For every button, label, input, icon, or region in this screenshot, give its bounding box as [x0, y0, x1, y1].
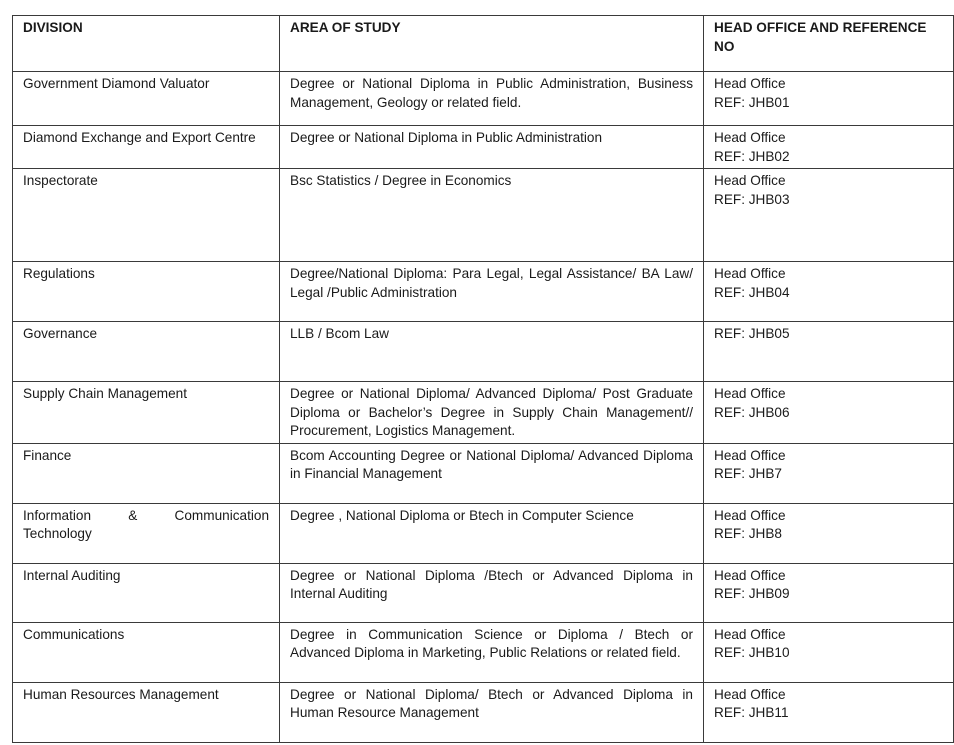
area-of-study-cell: Degree or National Diploma in Public Administration: [280, 126, 704, 169]
division-cell: Government Diamond Valuator: [13, 72, 280, 126]
area-of-study-cell: Degree or National Diploma in Public Administration, Business Management, Geology or related field.: [280, 72, 704, 126]
table-row: [13, 503, 954, 563]
table-row: [13, 126, 954, 169]
table-row: [13, 262, 954, 322]
area-of-study-cell: LLB / Bcom Law: [280, 322, 704, 382]
division-cell: Internal Auditing: [13, 563, 280, 622]
area-of-study-cell: Bcom Accounting Degree or National Diploma/ Advanced Diploma in Financial Management: [280, 443, 704, 503]
reference-cell: [704, 622, 954, 682]
area-of-study-cell: Degree or National Diploma /Btech or Advanced Diploma in Internal Auditing: [280, 563, 704, 622]
head-office-label: Head Office: [714, 173, 786, 188]
head-office-label: Head Office: [714, 386, 786, 401]
header-head-office-reference: HEAD OFFICE AND REFERENCE NO: [704, 16, 954, 72]
head-office-label: Head Office: [714, 130, 786, 145]
reference-cell: [704, 503, 954, 563]
table-row: [13, 169, 954, 262]
reference-number: REF: JHB05: [714, 326, 790, 341]
reference-number: REF: JHB02: [714, 148, 790, 164]
area-of-study-cell: Degree or National Diploma/ Advanced Diploma/ Post Graduate Diploma or Bachelor’s Degree in Supply Chain Management// Procurement, Logistics Management.: [280, 382, 704, 444]
division-cell: Human Resources Management: [13, 682, 280, 742]
division-cell: Finance: [13, 443, 280, 503]
reference-number: REF: JHB11: [714, 705, 789, 720]
head-office-label: Head Office: [714, 266, 786, 281]
head-office-label: Head Office: [714, 507, 786, 523]
head-office-label: Head Office: [714, 447, 786, 463]
reference-number: REF: JHB04: [714, 284, 790, 300]
reference-cell: [704, 126, 954, 169]
reference-cell: [704, 682, 954, 742]
table-row: [13, 72, 954, 126]
division-cell: Inspectorate: [13, 169, 280, 262]
reference-cell: [704, 72, 954, 126]
divisions-table: [12, 15, 954, 743]
reference-cell: [704, 382, 954, 444]
reference-cell: [704, 563, 954, 622]
division-cell: Governance: [13, 322, 280, 382]
reference-number: REF: JHB01: [714, 94, 790, 110]
head-office-label: Head Office: [714, 567, 786, 583]
head-office-label: Head Office: [714, 686, 786, 702]
table-row: [13, 622, 954, 682]
reference-number: REF: JHB06: [714, 404, 790, 420]
division-cell: Supply Chain Management: [13, 382, 280, 444]
division-cell: Communications: [13, 622, 280, 682]
reference-number: REF: JHB10: [714, 645, 790, 660]
area-of-study-cell: Bsc Statistics / Degree in Economics: [280, 169, 704, 262]
reference-number: REF: JHB7: [714, 466, 782, 481]
reference-cell: [704, 443, 954, 503]
header-division: DIVISION: [13, 16, 280, 72]
table-row: [13, 563, 954, 622]
table-row: [13, 382, 954, 444]
head-office-label: Head Office: [714, 626, 786, 642]
table-row: [13, 682, 954, 742]
reference-cell: [704, 322, 954, 382]
area-of-study-cell: Degree in Communication Science or Diploma / Btech or Advanced Diploma in Marketing, Public Relations or related field.: [280, 622, 704, 682]
header-area-of-study: AREA OF STUDY: [280, 16, 704, 72]
area-of-study-cell: Degree or National Diploma/ Btech or Advanced Diploma in Human Resource Management: [280, 682, 704, 742]
area-of-study-cell: Degree , National Diploma or Btech in Computer Science: [280, 503, 704, 563]
table-row: [13, 322, 954, 382]
division-cell: Information & Communication Technology: [13, 503, 280, 563]
reference-cell: [704, 169, 954, 262]
reference-cell: [704, 262, 954, 322]
reference-number: REF: JHB03: [714, 191, 790, 207]
head-office-label: Head Office: [714, 76, 786, 91]
reference-number: REF: JHB8: [714, 526, 782, 541]
header-row: [13, 16, 954, 72]
area-of-study-cell: Degree/National Diploma: Para Legal, Legal Assistance/ BA Law/ Legal /Public Administration: [280, 262, 704, 322]
division-cell: Regulations: [13, 262, 280, 322]
reference-number: REF: JHB09: [714, 586, 790, 601]
table-body: [13, 72, 954, 743]
table-row: [13, 443, 954, 503]
division-cell: Diamond Exchange and Export Centre: [13, 126, 280, 169]
